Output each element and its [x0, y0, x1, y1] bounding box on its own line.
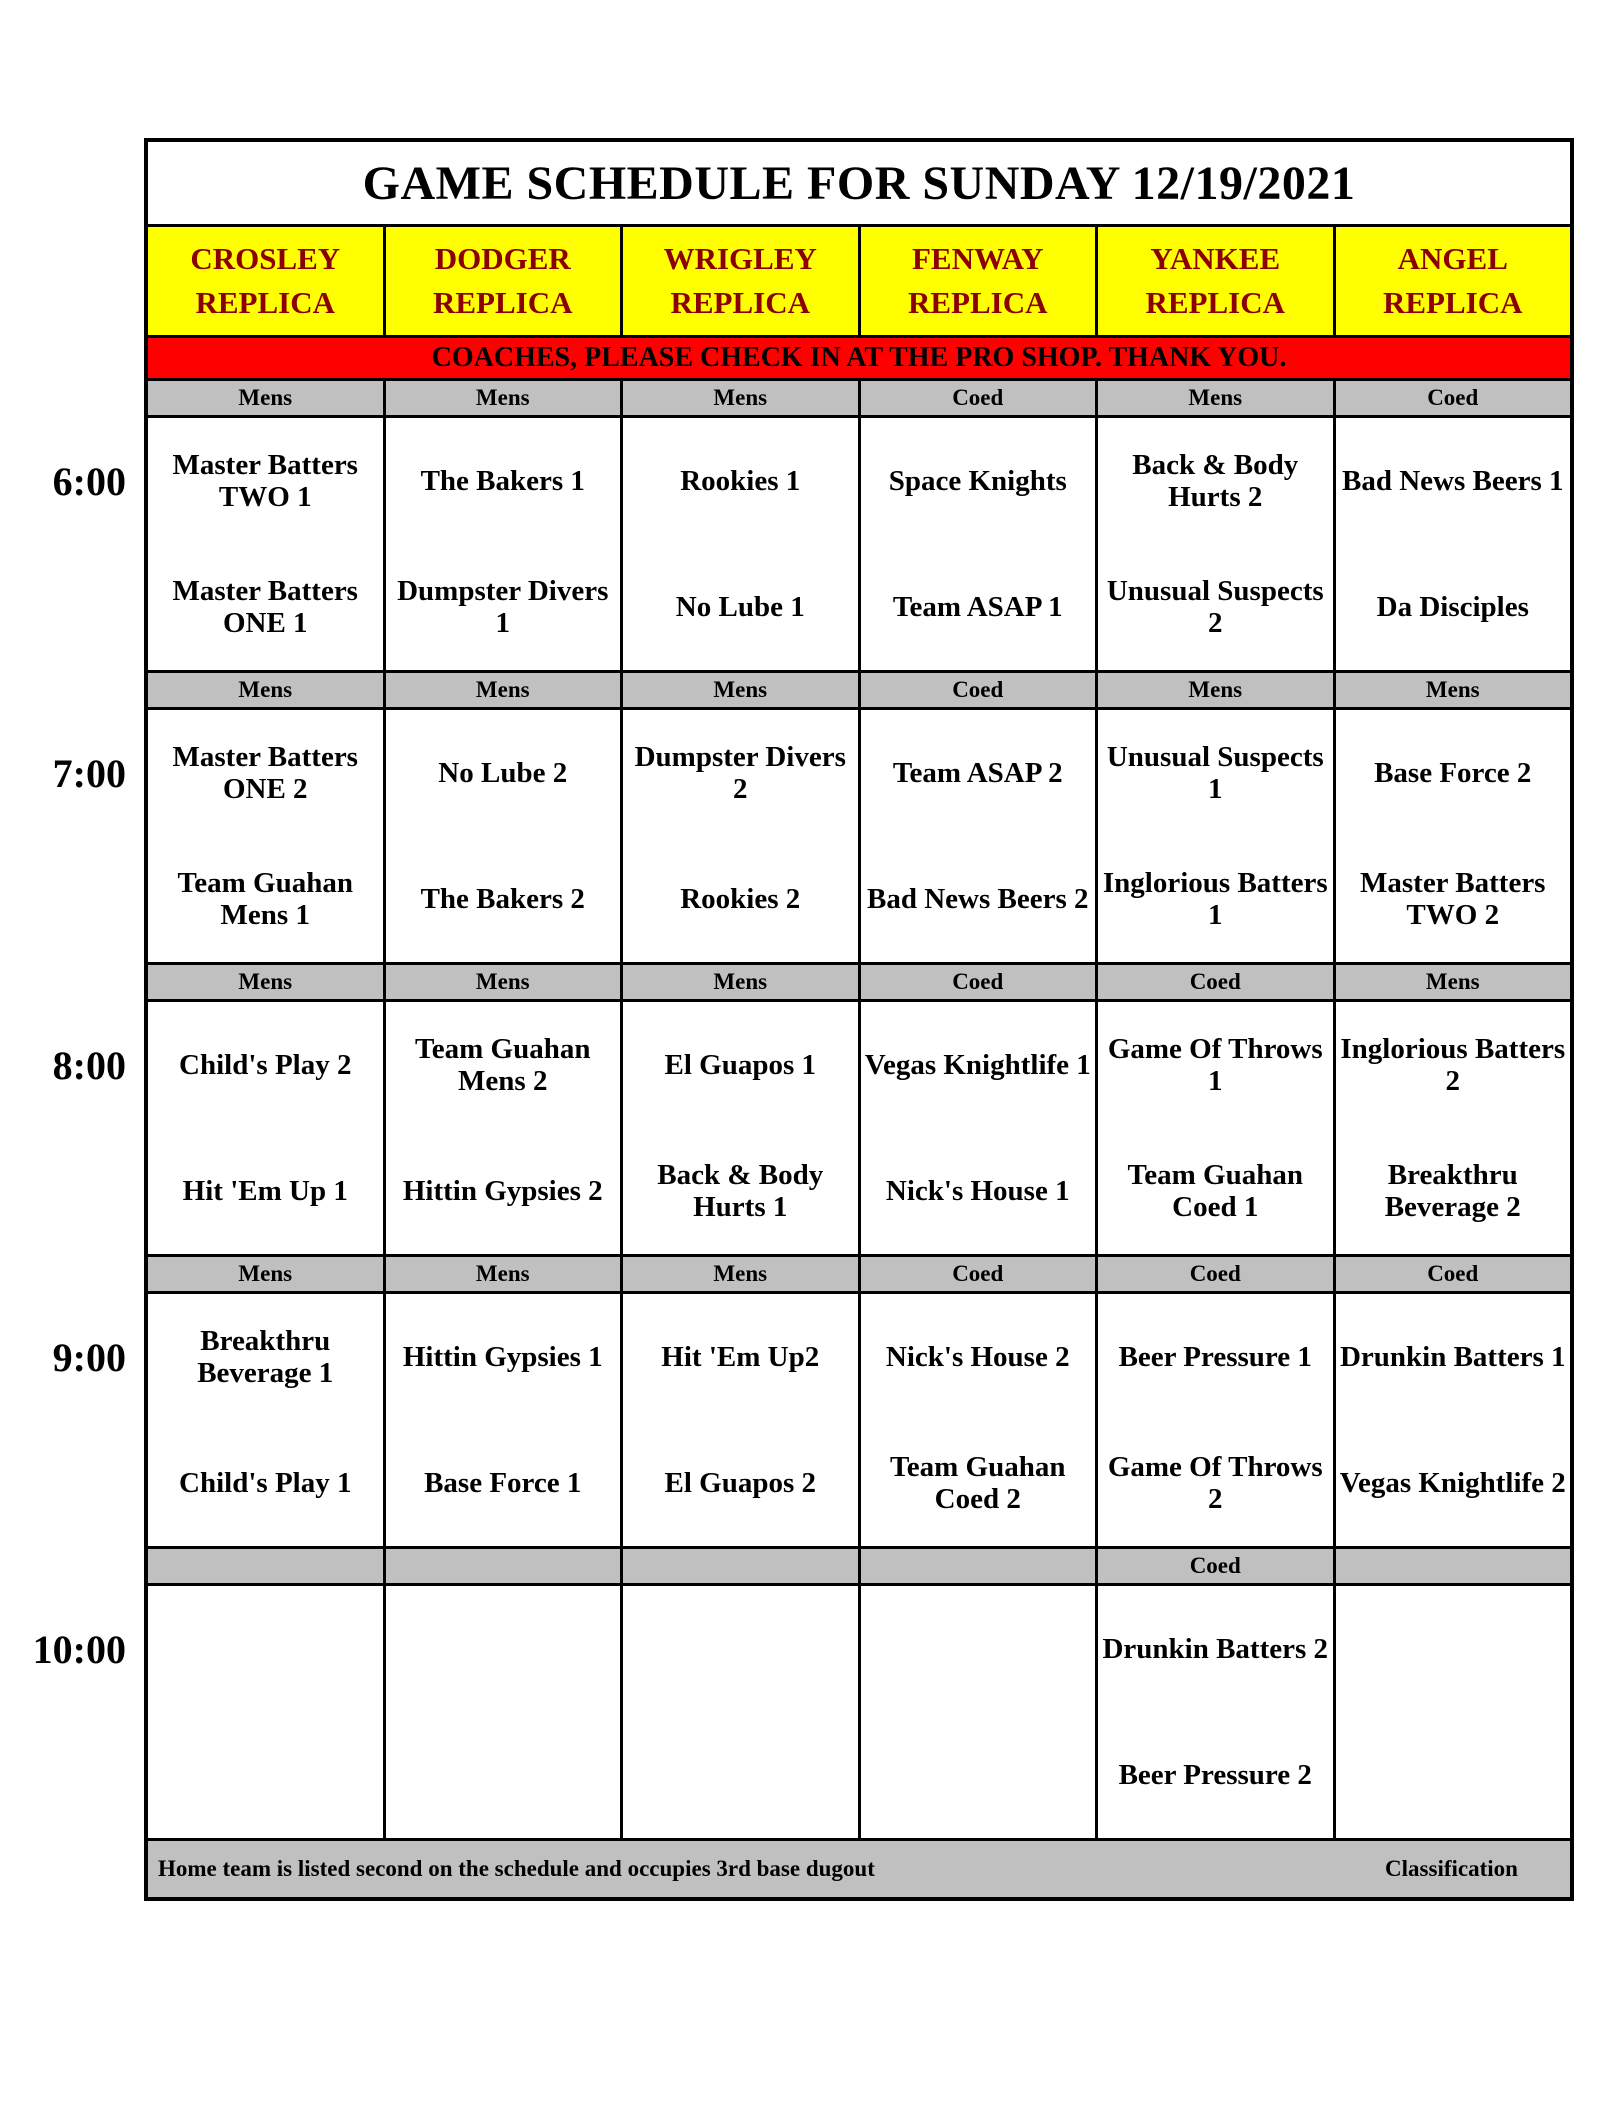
classification-cell: Coed [858, 381, 1096, 415]
away-team: Child's Play 2 [179, 1048, 352, 1081]
away-team [861, 1586, 1096, 1712]
away-team: Game Of Throws 1 [1107, 1032, 1323, 1097]
home-team: Unusual Suspects 2 [1106, 574, 1324, 639]
away-team: Team ASAP 2 [892, 756, 1063, 789]
home-team: Beer Pressure 2 [1118, 1758, 1312, 1791]
home-team: Master Batters TWO 2 [1360, 866, 1546, 931]
classification-cell: Mens [1095, 673, 1333, 707]
games-row-10 [32, 1583, 1570, 1838]
games-row-7 [52, 707, 1570, 962]
away-team: Dumpster Divers 2 [634, 740, 846, 805]
away-team [1336, 1586, 1571, 1712]
game-cell [383, 1294, 621, 1546]
classification-cell: Coed [1095, 965, 1333, 999]
game-cell [858, 710, 1096, 962]
classification-cell: Coed [1095, 1549, 1333, 1583]
away-team: Master Batters ONE 2 [172, 740, 358, 805]
home-team: Inglorious Batters 1 [1102, 866, 1328, 931]
away-team: Breakthru Beverage 1 [197, 1324, 334, 1389]
time-label-7: 7:00 [52, 750, 126, 796]
game-cell [148, 1294, 383, 1546]
classification-row-8 [148, 962, 1570, 999]
home-team: Bad News Beers 2 [866, 882, 1089, 915]
game-cell [1095, 1294, 1333, 1546]
classification-cell [148, 1549, 383, 1583]
game-cell [148, 1002, 383, 1254]
field-subtitle: REPLICA [907, 285, 1048, 320]
game-cell [148, 710, 383, 962]
home-team: Nick's House 1 [885, 1174, 1070, 1207]
field-name: YANKEE [1150, 241, 1281, 276]
footer-note: Home team is listed second on the schedule and occupies 3rd base dugout [158, 1856, 875, 1881]
away-team [386, 1586, 621, 1712]
game-cell [1333, 1586, 1571, 1838]
away-team: Hit 'Em Up2 [661, 1340, 820, 1373]
game-cell [1095, 418, 1333, 670]
field-header-row [148, 224, 1570, 335]
games-row-8 [52, 999, 1570, 1254]
home-team: Team Guahan Mens 1 [177, 866, 353, 931]
field-header-fenway [858, 227, 1096, 335]
home-team: Team Guahan Coed 1 [1127, 1158, 1303, 1223]
home-team: Dumpster Divers 1 [397, 574, 609, 639]
classification-row-7 [148, 670, 1570, 707]
field-name: DODGER [434, 241, 571, 276]
home-team [148, 1712, 383, 1838]
home-team: No Lube 1 [675, 590, 805, 623]
title-row [148, 142, 1570, 224]
home-team [861, 1712, 1096, 1838]
games-row-6 [52, 415, 1570, 670]
game-cell [858, 1294, 1096, 1546]
footer-row [148, 1838, 1570, 1897]
classification-cell: Mens [383, 381, 621, 415]
field-header-dodger [383, 227, 621, 335]
classification-cell: Mens [238, 385, 293, 410]
home-team: Hit 'Em Up 1 [182, 1174, 348, 1207]
game-cell [383, 1002, 621, 1254]
away-team: Master Batters TWO 1 [172, 448, 358, 513]
field-subtitle: REPLICA [195, 285, 335, 320]
away-team: Inglorious Batters 2 [1340, 1032, 1566, 1097]
classification-cell: Mens [620, 965, 858, 999]
away-team [623, 1586, 858, 1712]
home-team: Team ASAP 1 [892, 590, 1063, 623]
home-team: The Bakers 2 [420, 882, 585, 915]
classification-row-6 [148, 378, 1570, 415]
time-label-8: 8:00 [52, 1042, 126, 1088]
home-team: Rookies 2 [680, 882, 801, 915]
away-team: Beer Pressure 1 [1118, 1340, 1312, 1373]
field-header-crosley [148, 227, 383, 335]
away-team: Unusual Suspects 1 [1106, 740, 1324, 805]
classification-cell: Mens [238, 677, 293, 702]
classification-cell: Mens [620, 381, 858, 415]
away-team: Hittin Gypsies 1 [402, 1340, 603, 1373]
game-cell [620, 1586, 858, 1838]
games-row-9 [52, 1291, 1570, 1546]
away-team: Team Guahan Mens 2 [415, 1032, 591, 1097]
classification-cell: Coed [1095, 1257, 1333, 1291]
classification-row-10 [148, 1546, 1570, 1583]
field-header-angel [1333, 227, 1571, 335]
home-team: Base Force 1 [424, 1466, 582, 1499]
game-cell [620, 1294, 858, 1546]
home-team: Vegas Knightlife 2 [1339, 1466, 1566, 1499]
away-team: Base Force 2 [1374, 756, 1532, 789]
home-team [623, 1712, 858, 1838]
time-label-10: 10:00 [32, 1626, 126, 1672]
classification-cell [620, 1549, 858, 1583]
game-cell [620, 418, 858, 670]
game-cell [1333, 1002, 1571, 1254]
game-cell [383, 1586, 621, 1838]
game-cell [1333, 418, 1571, 670]
game-cell [620, 710, 858, 962]
field-name: FENWAY [912, 241, 1044, 276]
classification-cell: Mens [383, 673, 621, 707]
home-team: Da Disciples [1376, 590, 1529, 623]
field-subtitle: REPLICA [670, 285, 810, 320]
classification-cell: Coed [858, 1257, 1096, 1291]
away-team: Back & Body Hurts 2 [1132, 448, 1299, 513]
away-team: Space Knights [888, 464, 1067, 497]
field-header-yankee [1095, 227, 1333, 335]
home-team: Back & Body Hurts 1 [657, 1158, 824, 1223]
field-name: WRIGLEY [663, 241, 817, 276]
home-team: Breakthru Beverage 2 [1384, 1158, 1521, 1223]
classification-cell: Mens [238, 1261, 293, 1286]
field-name: CROSLEY [190, 241, 341, 276]
classification-cell [383, 1549, 621, 1583]
away-team: Nick's House 2 [885, 1340, 1070, 1373]
page-title: GAME SCHEDULE FOR SUNDAY 12/19/2021 [362, 156, 1356, 210]
away-team: Rookies 1 [680, 464, 801, 497]
classification-label: Classification [1385, 1856, 1518, 1881]
classification-cell: Mens [1333, 965, 1571, 999]
classification-cell: Mens [383, 965, 621, 999]
away-team: Vegas Knightlife 1 [864, 1048, 1091, 1081]
game-cell [1095, 1586, 1333, 1838]
away-team: Drunkin Batters 1 [1339, 1340, 1566, 1373]
game-cell [1095, 1002, 1333, 1254]
game-cell [383, 710, 621, 962]
away-team: Drunkin Batters 2 [1102, 1632, 1329, 1665]
classification-cell [858, 1549, 1096, 1583]
classification-cell [1333, 1549, 1571, 1583]
classification-cell: Mens [620, 673, 858, 707]
notice-row [148, 335, 1570, 378]
classification-cell: Coed [858, 673, 1096, 707]
coaches-notice: COACHES, PLEASE CHECK IN AT THE PRO SHOP. THANK YOU. [431, 342, 1287, 373]
classification-cell: Mens [1095, 381, 1333, 415]
home-team: Team Guahan Coed 2 [890, 1450, 1066, 1515]
classification-cell: Mens [383, 1257, 621, 1291]
footer [148, 1841, 1570, 1897]
home-team: El Guapos 2 [664, 1466, 816, 1499]
game-cell [148, 1586, 383, 1838]
home-team [1336, 1712, 1571, 1838]
classification-cell: Coed [1333, 381, 1571, 415]
away-team [148, 1586, 383, 1712]
game-cell [383, 418, 621, 670]
field-subtitle: REPLICA [432, 285, 573, 320]
classification-cell: Mens [238, 969, 293, 994]
time-label-6: 6:00 [52, 458, 126, 504]
away-team: Bad News Beers 1 [1341, 464, 1564, 497]
classification-cell: Coed [1333, 1257, 1571, 1291]
home-team: Child's Play 1 [179, 1466, 352, 1499]
game-cell [148, 418, 383, 670]
home-team: Master Batters ONE 1 [172, 574, 358, 639]
game-cell [858, 418, 1096, 670]
away-team: The Bakers 1 [420, 464, 585, 497]
classification-cell: Mens [1333, 673, 1571, 707]
game-cell [1333, 710, 1571, 962]
game-cell [620, 1002, 858, 1254]
away-team: No Lube 2 [438, 756, 568, 789]
schedule-table [32, 138, 1574, 1901]
away-team: El Guapos 1 [664, 1048, 816, 1081]
field-subtitle: REPLICA [1145, 285, 1285, 320]
classification-cell: Mens [620, 1257, 858, 1291]
field-subtitle: REPLICA [1382, 285, 1523, 320]
game-cell [1095, 710, 1333, 962]
game-cell [858, 1586, 1096, 1838]
home-team [386, 1712, 621, 1838]
home-team: Game Of Throws 2 [1107, 1450, 1323, 1515]
field-name: ANGEL [1397, 241, 1508, 276]
time-label-9: 9:00 [52, 1334, 126, 1380]
game-cell [858, 1002, 1096, 1254]
classification-row-9 [148, 1254, 1570, 1291]
classification-cell: Coed [858, 965, 1096, 999]
home-team: Hittin Gypsies 2 [402, 1174, 603, 1207]
field-header-wrigley [620, 227, 858, 335]
game-cell [1333, 1294, 1571, 1546]
